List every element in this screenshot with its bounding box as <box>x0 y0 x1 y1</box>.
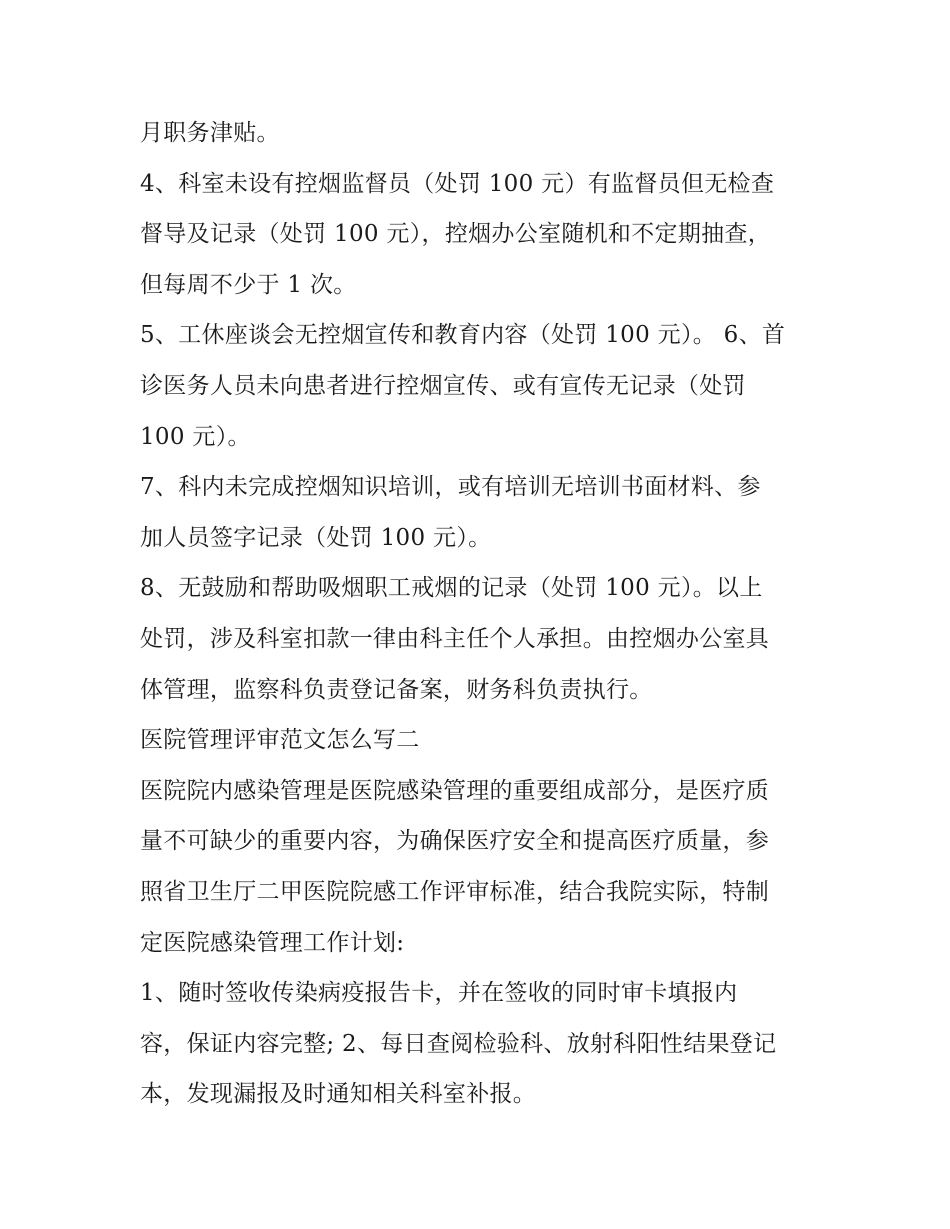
text-line: 诊医务人员未向患者进行控烟宣传、或有宣传无记录（处罚 <box>140 372 746 399</box>
text-line: 100 元）。 <box>140 423 251 450</box>
text-line: 5、工休座谈会无控烟宣传和教育内容（处罚 100 元）。 6、首 <box>140 322 786 349</box>
text-line: 医院院内感染管理是医院感染管理的重要组成部分，是医疗质 <box>140 777 770 804</box>
text-line: 量不可缺少的重要内容，为确保医疗安全和提高医疗质量，参 <box>140 828 770 855</box>
text-line: 1、随时签收传染病疫报告卡，并在签收的同时审卡填报内 <box>140 980 738 1007</box>
text-line: 处罚，涉及科室扣款一律由科主任个人承担。由控烟办公室具 <box>140 625 770 652</box>
text-line: 体管理，监察科负责登记备案，财务科负责执行。 <box>140 676 653 703</box>
text-line: 加人员签字记录（处罚 100 元）。 <box>140 524 492 551</box>
text-line: 照省卫生厅二甲医院院感工作评审标准，结合我院实际，特制 <box>140 878 770 905</box>
text-line: 容，保证内容完整; 2、每日查阅检验科、放射科阳性结果登记 <box>140 1030 777 1057</box>
text-line: 月职务津贴。 <box>140 120 280 146</box>
text-line: 8、无鼓励和帮助吸烟职工戒烟的记录（处罚 100 元）。以上 <box>140 575 763 602</box>
section-heading: 医院管理评审范文怎么写二 <box>140 727 420 754</box>
text-line: 本，发现漏报及时通知相关科室补报。 <box>140 1081 537 1108</box>
text-line: 4、科室未设有控烟监督员（处罚 100 元）有监督员但无检查 <box>140 170 775 197</box>
text-line: 督导及记录（处罚 100 元），控烟办公室随机和不定期抽查， <box>140 221 772 248</box>
document-body <box>140 108 820 1120</box>
text-line: 但每周不少于 1 次。 <box>140 271 357 298</box>
text-line: 定医院感染管理工作计划: <box>140 929 405 956</box>
text-line: 7、科内未完成控烟知识培训，或有培训无培训书面材料、参 <box>140 474 761 501</box>
